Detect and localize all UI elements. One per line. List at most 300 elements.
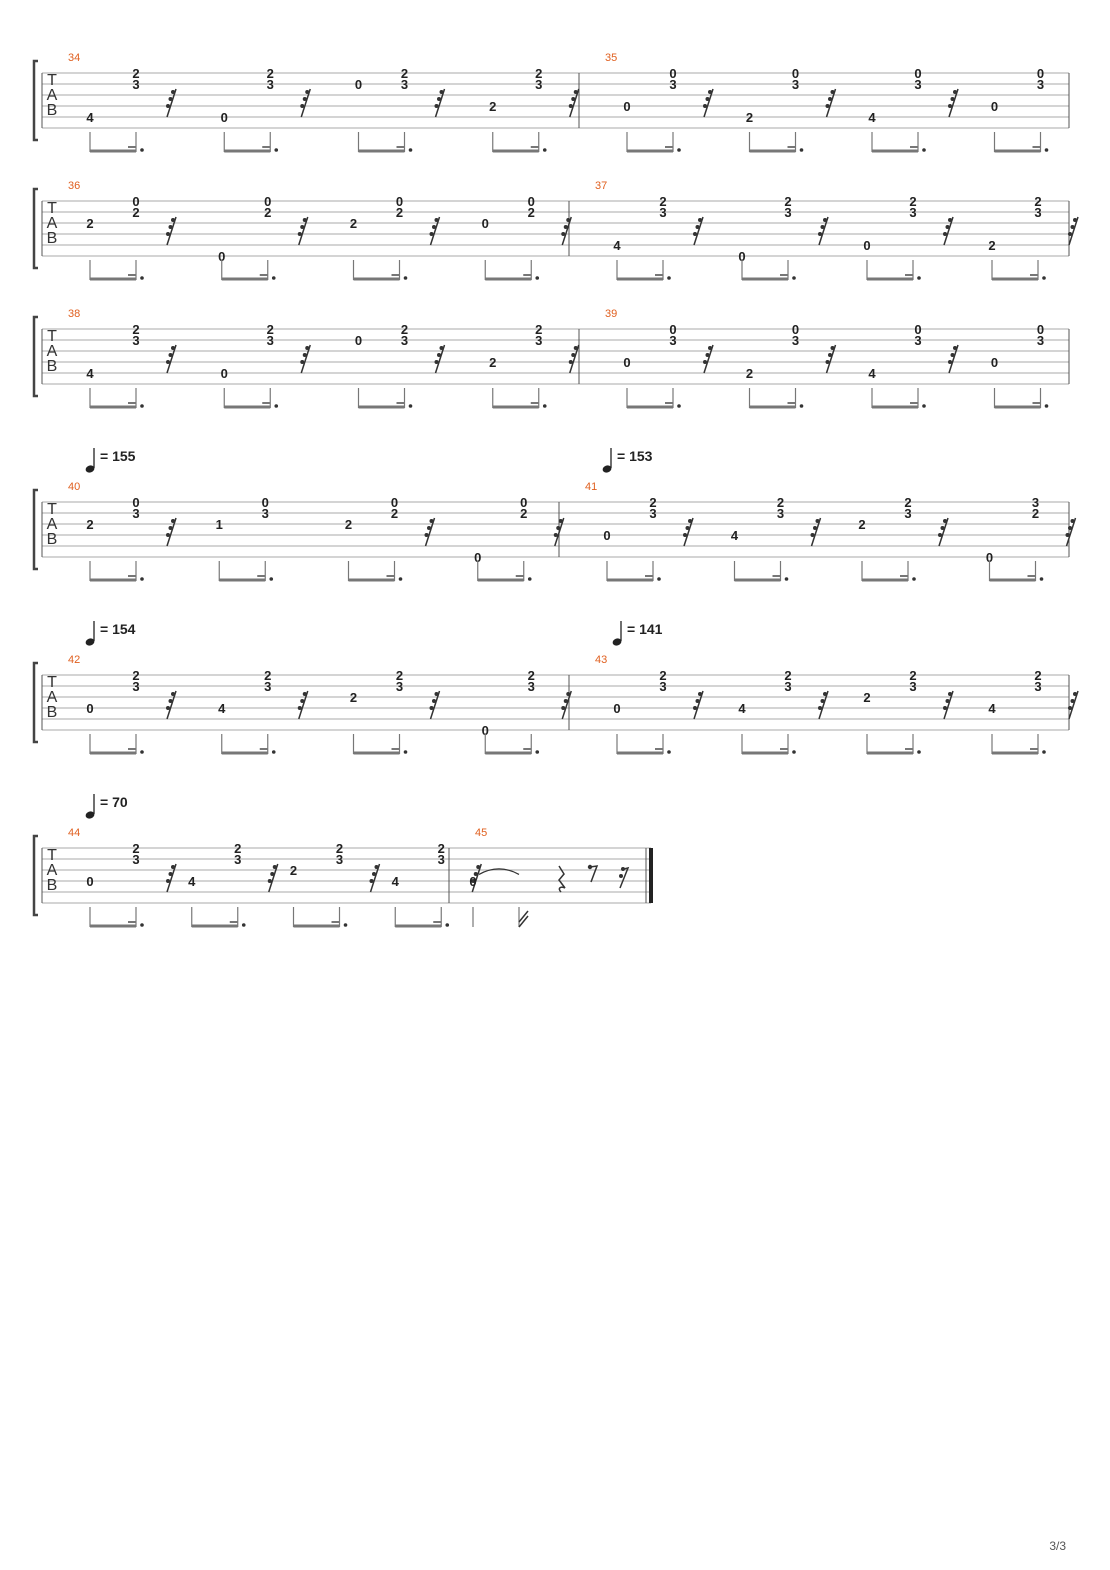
measure-number: 35 [605, 52, 618, 64]
tab-clef-letter: T [47, 200, 57, 217]
measure [605, 52, 1048, 152]
fret-number: 2 [659, 194, 667, 209]
fret-number: 3 [400, 333, 409, 348]
rest-flag-dot [564, 699, 568, 703]
measure-number: 42 [68, 654, 81, 666]
fret-number: 0 [481, 216, 489, 231]
rest-flag-dot [300, 360, 304, 364]
fret-number: 3 [1036, 77, 1045, 92]
fret-number: 4 [86, 366, 94, 381]
measure-number: 45 [475, 827, 488, 839]
rest-flag-dot [1066, 533, 1070, 537]
fret-number: 3 [400, 77, 409, 92]
fret-number: 0 [990, 99, 999, 114]
fret-number: 2 [745, 110, 754, 125]
rhythm-dot [667, 276, 671, 280]
rest-flag-dot [166, 706, 170, 710]
tempo-value: = 153 [617, 448, 653, 464]
tab-clef-letter: T [47, 674, 57, 691]
rhythm-dot [140, 750, 144, 754]
fret-number: 0 [791, 322, 800, 337]
thirty-second-rest-icon [435, 89, 445, 117]
rest-flag-dot [693, 706, 697, 710]
rest-flag-dot [1073, 692, 1077, 696]
thirty-second-rest-icon [298, 217, 308, 245]
rest-flag-dot [303, 97, 307, 101]
measure [68, 481, 564, 581]
thirty-second-rest-icon [938, 518, 948, 546]
tab-clef-letter: A [46, 215, 58, 232]
fret-number: 0 [132, 495, 140, 510]
rest-flag-dot [566, 692, 570, 696]
fret-number: 4 [988, 701, 996, 716]
fret-number: 2 [266, 322, 274, 337]
fret-number: 3 [659, 205, 667, 220]
rest-flag-dot [171, 692, 175, 696]
rest-flag-dot [708, 346, 712, 350]
fret-number: 0 [985, 550, 994, 565]
rest-flag-dot [1068, 706, 1072, 710]
rest-flag-dot [688, 519, 692, 523]
tab-clef-letter: T [47, 847, 57, 864]
rest-flag-dot [1071, 225, 1075, 229]
rest-flag-dot [375, 865, 379, 869]
rhythm-dot [792, 750, 796, 754]
thirty-second-rest-icon [1066, 518, 1076, 546]
system-bracket [34, 490, 38, 569]
fret-number: 2 [395, 205, 404, 220]
rest-flag-dot [1068, 232, 1072, 236]
fret-number: 0 [354, 77, 363, 92]
fret-number: 3 [264, 679, 272, 694]
tab-clef-letter: B [46, 877, 58, 894]
rest-flag-dot [303, 353, 307, 357]
fret-number: 0 [863, 238, 871, 253]
rhythm-dot [543, 404, 547, 408]
measure-number: 34 [68, 52, 81, 64]
rest-flag-dot [430, 519, 434, 523]
rest-flag-dot [698, 218, 702, 222]
rest-flag-dot [437, 353, 441, 357]
fret-number: 2 [289, 863, 298, 878]
fret-number: 4 [391, 874, 399, 889]
fret-number: 2 [400, 66, 409, 81]
rhythm-dot [404, 750, 408, 754]
fret-number: 3 [132, 506, 140, 521]
system-bracket [34, 61, 38, 140]
rhythm-dot [140, 404, 144, 408]
rest-flag-dot [561, 232, 565, 236]
sixteenth-rest-dot [619, 874, 623, 878]
rhythm-dot [677, 148, 681, 152]
rest-flag-dot [169, 97, 173, 101]
tempo-marking [612, 621, 663, 647]
fret-number: 3 [132, 333, 140, 348]
rest-flag-dot [823, 218, 827, 222]
fret-number: 3 [669, 77, 677, 92]
rhythm-dot [800, 148, 804, 152]
tab-clef-letter: B [46, 102, 58, 119]
rest-flag-dot [571, 353, 575, 357]
rest-flag-dot [818, 232, 822, 236]
rhythm-dot [677, 404, 681, 408]
fret-number: 3 [791, 77, 800, 92]
rhythm-dot [272, 276, 276, 280]
rhythm-dot [922, 404, 926, 408]
rest-flag-dot [823, 692, 827, 696]
rest-flag-dot [303, 692, 307, 696]
thirty-second-rest-icon [948, 345, 958, 373]
rest-flag-dot [943, 519, 947, 523]
tab-clef-letter: B [46, 531, 58, 548]
rest-flag-dot [821, 225, 825, 229]
rhythm-dot [528, 577, 532, 581]
fret-number: 0 [395, 194, 404, 209]
fret-number: 2 [1034, 668, 1042, 683]
fret-number: 3 [535, 77, 543, 92]
rest-flag-dot [696, 699, 700, 703]
rest-flag-dot [706, 97, 710, 101]
rest-flag-dot [556, 526, 560, 530]
rest-flag-dot [440, 346, 444, 350]
rhythm-dot [535, 750, 539, 754]
fret-number: 2 [489, 355, 497, 370]
fret-number: 2 [909, 194, 917, 209]
fret-number: 3 [649, 506, 657, 521]
rest-flag-dot [171, 346, 175, 350]
fret-number: 0 [1036, 66, 1045, 81]
fret-number: 2 [349, 216, 358, 231]
measure [68, 52, 579, 152]
thirty-second-rest-icon [300, 89, 310, 117]
fret-number: 4 [613, 238, 621, 253]
rhythm-dot [445, 923, 449, 927]
fret-number: 3 [909, 205, 917, 220]
fret-number: 3 [1031, 495, 1040, 510]
fret-number: 2 [527, 205, 535, 220]
rhythm-dot [409, 148, 413, 152]
measure [68, 827, 481, 927]
measure [469, 827, 628, 927]
fret-number: 3 [659, 679, 667, 694]
rest-flag-dot [171, 519, 175, 523]
fret-number: 0 [669, 66, 677, 81]
tempo-value: = 141 [627, 621, 663, 637]
tempo-value: = 154 [100, 621, 136, 637]
fret-number: 2 [132, 322, 140, 337]
thirty-second-rest-icon [166, 691, 176, 719]
rhythm-dot [1045, 148, 1049, 152]
rest-flag-dot [938, 533, 942, 537]
rest-flag-dot [703, 104, 707, 108]
fret-number: 2 [1031, 506, 1040, 521]
fret-number: 2 [437, 841, 445, 856]
rest-flag-dot [171, 218, 175, 222]
fret-number: 0 [520, 495, 528, 510]
fret-number: 3 [914, 77, 922, 92]
fret-number: 2 [132, 66, 140, 81]
fret-number: 0 [623, 99, 631, 114]
system-bracket [34, 663, 38, 742]
rest-flag-dot [169, 353, 173, 357]
staff-system [34, 794, 653, 927]
thirty-second-rest-icon [268, 864, 278, 892]
rest-flag-dot [303, 218, 307, 222]
fret-number: 0 [86, 874, 94, 889]
rest-flag-dot [435, 104, 439, 108]
rest-flag-dot [300, 104, 304, 108]
fret-number: 0 [474, 550, 482, 565]
rest-flag-dot [948, 218, 952, 222]
fret-number: 2 [86, 517, 94, 532]
measure-number: 40 [68, 481, 81, 493]
rest-flag-dot [831, 90, 835, 94]
measure-number: 38 [68, 308, 81, 320]
rest-flag-dot [432, 225, 436, 229]
thirty-second-rest-icon [166, 864, 176, 892]
fret-number: 3 [669, 333, 677, 348]
rest-flag-dot [821, 699, 825, 703]
tab-clef-letter: B [46, 358, 58, 375]
fret-number: 3 [784, 205, 792, 220]
fret-number: 2 [863, 690, 871, 705]
rest-flag-dot [166, 104, 170, 108]
fret-number: 2 [745, 366, 754, 381]
thirty-second-rest-icon [683, 518, 693, 546]
measure [585, 481, 1076, 581]
measure [68, 654, 571, 754]
rest-flag-dot [696, 225, 700, 229]
thirty-second-rest-icon [425, 518, 435, 546]
rest-flag-dot [298, 232, 302, 236]
tab-clef-letter: B [46, 230, 58, 247]
rest-flag-dot [564, 225, 568, 229]
rest-flag-dot [708, 90, 712, 94]
rest-flag-dot [566, 218, 570, 222]
tab-clef-letter: T [47, 328, 57, 345]
rhythm-dot [917, 750, 921, 754]
measure-number: 43 [595, 654, 608, 666]
tempo-marking [602, 448, 653, 474]
thirty-second-rest-icon [943, 217, 953, 245]
rest-flag-dot [953, 346, 957, 350]
fret-number: 2 [659, 668, 667, 683]
rest-flag-dot [828, 353, 832, 357]
measure-number: 36 [68, 180, 81, 192]
rest-flag-dot [571, 97, 575, 101]
thirty-second-rest-icon [166, 89, 176, 117]
rhythm-dot [912, 577, 916, 581]
rhythm-dot [917, 276, 921, 280]
rhythm-dot [922, 148, 926, 152]
fret-number: 3 [266, 77, 274, 92]
rest-flag-dot [432, 699, 436, 703]
rhythm-dot [274, 148, 278, 152]
rhythm-dot [1045, 404, 1049, 408]
thirty-second-rest-icon [166, 345, 176, 373]
rest-flag-dot [169, 225, 173, 229]
fret-number: 3 [1034, 679, 1042, 694]
rest-flag-dot [818, 706, 822, 710]
rhythm-dot [800, 404, 804, 408]
rhythm-dot [140, 577, 144, 581]
rest-flag-dot [169, 526, 173, 530]
rest-flag-dot [169, 699, 173, 703]
fret-number: 2 [784, 194, 792, 209]
fret-number: 0 [527, 194, 535, 209]
fret-number: 2 [1034, 194, 1042, 209]
sixteenth-rest-icon [620, 868, 628, 888]
staff-system [34, 448, 1076, 581]
rest-flag-dot [425, 533, 429, 537]
measure-number: 37 [595, 180, 608, 192]
fret-number: 3 [909, 679, 917, 694]
fret-number: 3 [791, 333, 800, 348]
measure-number: 39 [605, 308, 618, 320]
fret-number: 0 [390, 495, 399, 510]
rhythm-dot [140, 148, 144, 152]
thirty-second-rest-icon [703, 89, 713, 117]
thirty-second-rest-icon [435, 345, 445, 373]
rest-flag-dot [683, 533, 687, 537]
rhythm-dot [785, 577, 789, 581]
tab-clef-letter: A [46, 87, 58, 104]
fret-number: 4 [738, 701, 746, 716]
tab-clef-letter: T [47, 72, 57, 89]
fret-number: 2 [349, 690, 358, 705]
rest-flag-dot [370, 879, 374, 883]
rest-flag-dot [440, 90, 444, 94]
rest-flag-dot [166, 533, 170, 537]
rhythm-dot [140, 276, 144, 280]
fret-number: 4 [218, 701, 226, 716]
rest-flag-dot [1073, 218, 1077, 222]
rest-flag-dot [166, 232, 170, 236]
fret-number: 0 [481, 723, 489, 738]
thirty-second-rest-icon [430, 217, 440, 245]
rest-flag-dot [270, 872, 274, 876]
rest-flag-dot [953, 90, 957, 94]
rest-flag-dot [166, 879, 170, 883]
rest-flag-dot [574, 90, 578, 94]
rest-flag-dot [435, 218, 439, 222]
rest-flag-dot [811, 533, 815, 537]
rest-flag-dot [948, 360, 952, 364]
measure [605, 308, 1048, 408]
fret-number: 2 [390, 506, 399, 521]
rhythm-dot [1042, 276, 1046, 280]
fret-number: 4 [868, 110, 876, 125]
tab-clef-letter: B [46, 704, 58, 721]
fret-number: 2 [776, 495, 785, 510]
fret-number: 3 [784, 679, 792, 694]
page-number: 3/3 [1049, 1539, 1066, 1553]
fret-number: 2 [784, 668, 792, 683]
fret-number: 0 [791, 66, 800, 81]
rest-flag-dot [698, 692, 702, 696]
fret-number: 3 [395, 679, 404, 694]
measure [595, 654, 1078, 754]
thirty-second-rest-icon [948, 89, 958, 117]
fret-number: 2 [395, 668, 404, 683]
thirty-second-rest-icon [298, 691, 308, 719]
thirty-second-rest-icon [561, 691, 571, 719]
measure [595, 180, 1078, 280]
tab-clef-letter: T [47, 501, 57, 518]
measure [68, 180, 571, 280]
fret-number: 3 [535, 333, 543, 348]
rest-flag-dot [574, 346, 578, 350]
rest-flag-dot [171, 90, 175, 94]
fret-number: 2 [649, 495, 657, 510]
fret-number: 0 [990, 355, 999, 370]
rhythm-dot [409, 404, 413, 408]
final-bar-line-thick [649, 848, 653, 903]
thirty-second-rest-icon [943, 691, 953, 719]
rest-flag-dot [169, 872, 173, 876]
staff-system [34, 180, 1078, 280]
fret-number: 2 [520, 506, 528, 521]
thirty-second-rest-icon [818, 217, 828, 245]
fret-number: 0 [613, 701, 621, 716]
rhythm-dot [269, 577, 273, 581]
rest-flag-dot [559, 519, 563, 523]
fret-number: 0 [469, 874, 477, 889]
fret-number: 0 [220, 110, 228, 125]
rest-flag-dot [372, 872, 376, 876]
fret-number: 2 [909, 668, 917, 683]
fret-number: 3 [261, 506, 269, 521]
fret-number: 3 [437, 852, 445, 867]
tab-clef-letter: A [46, 862, 58, 879]
measure-number: 41 [585, 481, 598, 493]
rest-flag-dot [828, 97, 832, 101]
rest-flag-dot [561, 706, 565, 710]
rest-flag-dot [569, 360, 573, 364]
thirty-second-rest-icon [826, 345, 836, 373]
thirty-second-rest-icon [370, 864, 380, 892]
fret-number: 2 [535, 322, 543, 337]
fret-number: 4 [188, 874, 196, 889]
thirty-second-rest-icon [811, 518, 821, 546]
fret-number: 2 [344, 517, 353, 532]
measure-number: 44 [68, 827, 81, 839]
rest-flag-dot [171, 865, 175, 869]
rest-flag-dot [268, 879, 272, 883]
rest-flag-dot [430, 232, 434, 236]
rest-flag-dot [831, 346, 835, 350]
fret-number: 0 [603, 528, 611, 543]
rhythm-dot [792, 276, 796, 280]
rest-flag-dot [554, 533, 558, 537]
fret-number: 2 [234, 841, 242, 856]
thirty-second-rest-icon [703, 345, 713, 373]
fret-number: 0 [669, 322, 677, 337]
fret-number: 2 [264, 205, 272, 220]
rhythm-dot [543, 148, 547, 152]
staff-system [34, 52, 1069, 152]
rest-flag-dot [427, 526, 431, 530]
fret-number: 3 [132, 852, 140, 867]
fret-number: 2 [904, 495, 912, 510]
rhythm-dot [667, 750, 671, 754]
fret-number: 2 [527, 668, 535, 683]
fret-number: 2 [264, 668, 272, 683]
thirty-second-rest-icon [561, 217, 571, 245]
rest-flag-dot [300, 699, 304, 703]
fret-number: 3 [776, 506, 785, 521]
rest-flag-dot [951, 353, 955, 357]
